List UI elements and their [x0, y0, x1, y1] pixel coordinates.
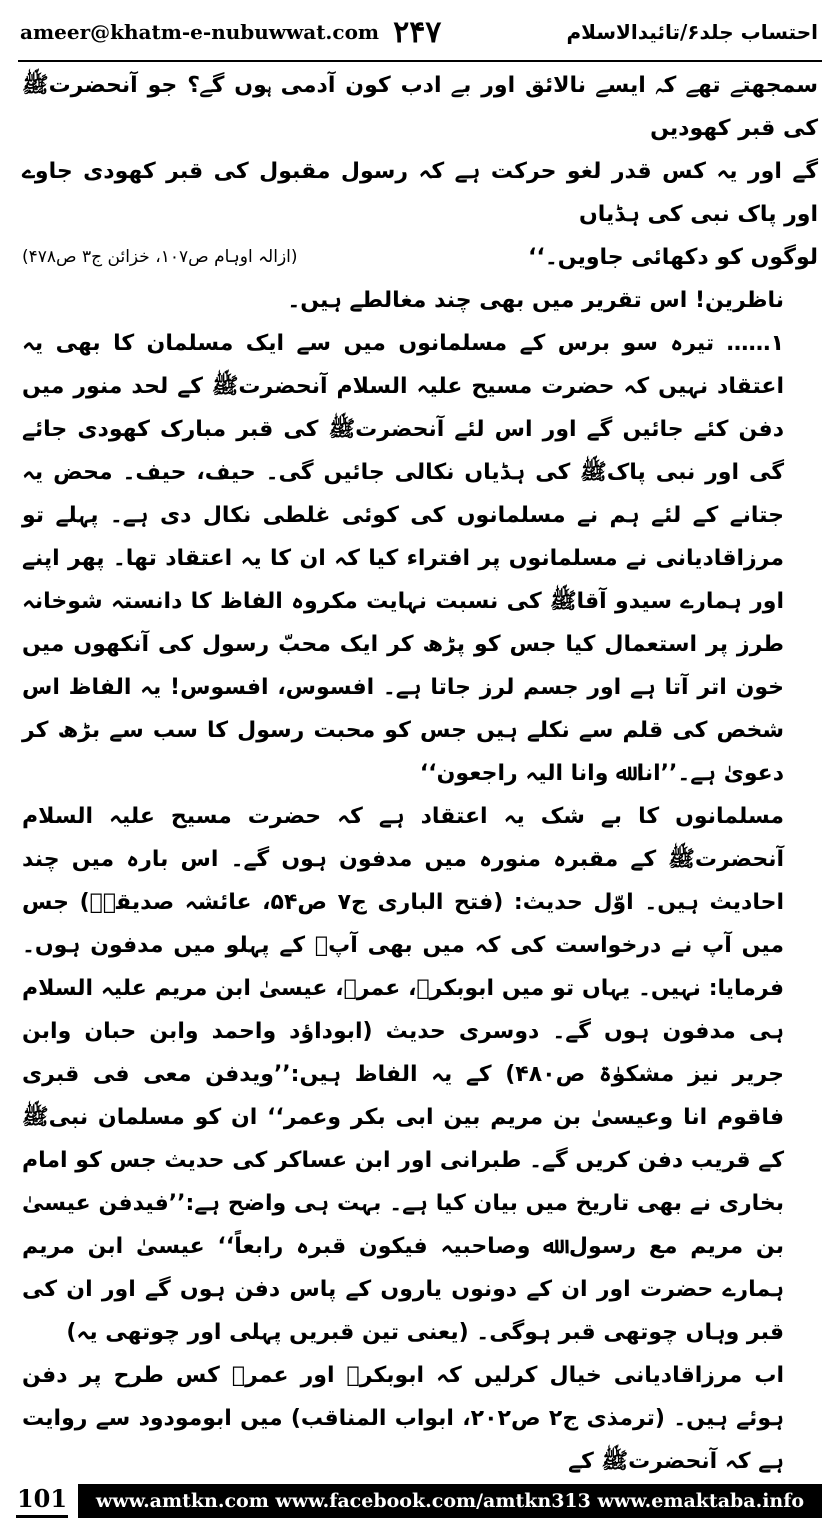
paragraph-1-last: لوگوں کو دکھائی جاویں۔‘‘ [528, 245, 818, 270]
paragraph-2: ناظرین! اس تقریر میں بھی چند مغالطے ہیں۔ [287, 288, 784, 313]
footer-website-links: www.amtkn.com www.facebook.com/amtkn313 www.emaktaba.info [78, 1484, 822, 1518]
paragraph-1-line-2: گے اور یہ کس قدر لغو حرکت ہے کہ رسول مقبول کی قبر کھودی جاوے اور پاک نبی کی ہڈیاں [22, 159, 818, 227]
page-header [20, 6, 818, 58]
header-left [20, 15, 441, 50]
paragraph-4: مسلمانوں کا بے شک یہ اعتقاد ہے کہ حضرت مسیح علیہ السلام آنحضرتﷺ کے مقبرہ منورہ میں مدفون ہوں گے۔ اس بارہ میں چند احادیث ہیں۔ اوّل حدیث: (فتح الباری ج۷ ص۵۴، عائشہ صدیقہؓ) جس میں آپ نے درخواست کی کہ میں بھی آپﷺ کے پہلو میں مدفون ہوں۔ فرمایا: نہیں۔ یہاں تو میں ابوبکرؓ، عمرؓ، عیسیٰ ابن مریم علیہ السلام ہی مدفون ہوں گے۔ دوسری حدیث (ابوداؤد واحمد وابن حبان وابن جریر نیز مشکوٰۃ ص۴۸۰) کے یہ الفاظ ہیں:’’ویدفن معی فی قبری فاقوم انا وعیسیٰ بن مریم بین ابی بکر وعمر‘‘ ان کو مسلمان نبیﷺ کے قریب دفن کریں گے۔ طبرانی اور ابن عساکر کی حدیث جس کو امام بخاری نے بھی تاریخ میں بیان کیا ہے۔ بہت ہی واضح ہے:’’فیدفن عیسیٰ بن مریم مع رسول ﷲ وصاحبیہ فیکون قبرہ رابعاً‘‘ عیسیٰ ابن مریم ہمارے حضرت اور ان کے دونوں یاروں کے پاس دفن ہوں گے اور ان کی قبر وہاں چوتھی قبر ہوگی۔ (یعنی تین قبریں پہلی اور چوتھی یہ) [22, 804, 785, 1345]
paragraph-1-last-line [22, 236, 818, 279]
page-body [22, 64, 818, 1474]
page-footer [16, 1478, 822, 1524]
citation-reference: (ازالہ اوہام ص۱۰۷، خزائن ج۳ ص۴۷۸) [22, 247, 298, 267]
header-page-number: ۲۴۷ [393, 14, 442, 50]
header-divider [18, 60, 822, 62]
header-email: ameer@khatm-e-nubuwwat.com [20, 20, 380, 44]
header-book-title: احتساب جلد۶/تائیدالاسلام [566, 20, 818, 44]
paragraph-3: ۱…… تیرہ سو برس کے مسلمانوں میں سے ایک مسلمان کا بھی یہ اعتقاد نہیں کہ حضرت مسیح علیہ السلام آنحضرتﷺ کے لحد منور میں دفن کئے جائیں گے اور اس لئے آنحضرتﷺ کی قبر مبارک کھودی جائے گی اور نبی پاکﷺ کی ہڈیاں نکالی جائیں گی۔ حیف، حیف۔ محض یہ جتانے کے لئے ہم نے مسلمانوں کی کوئی غلطی نکال دی ہے۔ پہلے تو مرزاقادیانی نے مسلمانوں پر افتراء کیا کہ ان کا یہ اعتقاد تھا۔ پھر اپنے اور ہمارے سیدو آقاﷺ کی نسبت نہایت مکروہ الفاظ کا دانستہ شوخانہ طرز پر استعمال کیا جس کو پڑھ کر ایک محبّ رسول کی آنکھوں میں خون اتر آتا ہے اور جسم لرز جاتا ہے۔ افسوس، افسوس! یہ الفاظ اس شخص کی قلم سے نکلے ہیں جس کو محبت رسول کا سب سے بڑھ کر دعویٰ ہے۔’’انا ﷲ وانا الیہ راجعون‘‘ [22, 331, 784, 786]
paragraph-1-line-1: سمجھتے تھے کہ ایسے نالائق اور بے ادب کون آدمی ہوں گے؟ جو آنحضرتﷺ کی قبر کھودیں [22, 73, 818, 141]
paragraph-5: اب مرزاقادیانی خیال کرلیں کہ ابوبکرؓ اور عمرؓ کس طرح پر دفن ہوئے ہیں۔ (ترمذی ج۲ ص۲۰۲، ابواب المناقب) میں ابومودود سے روایت ہے کہ آنحضرتﷺ کے [22, 1363, 784, 1474]
footer-page-number: 101 [16, 1484, 68, 1518]
